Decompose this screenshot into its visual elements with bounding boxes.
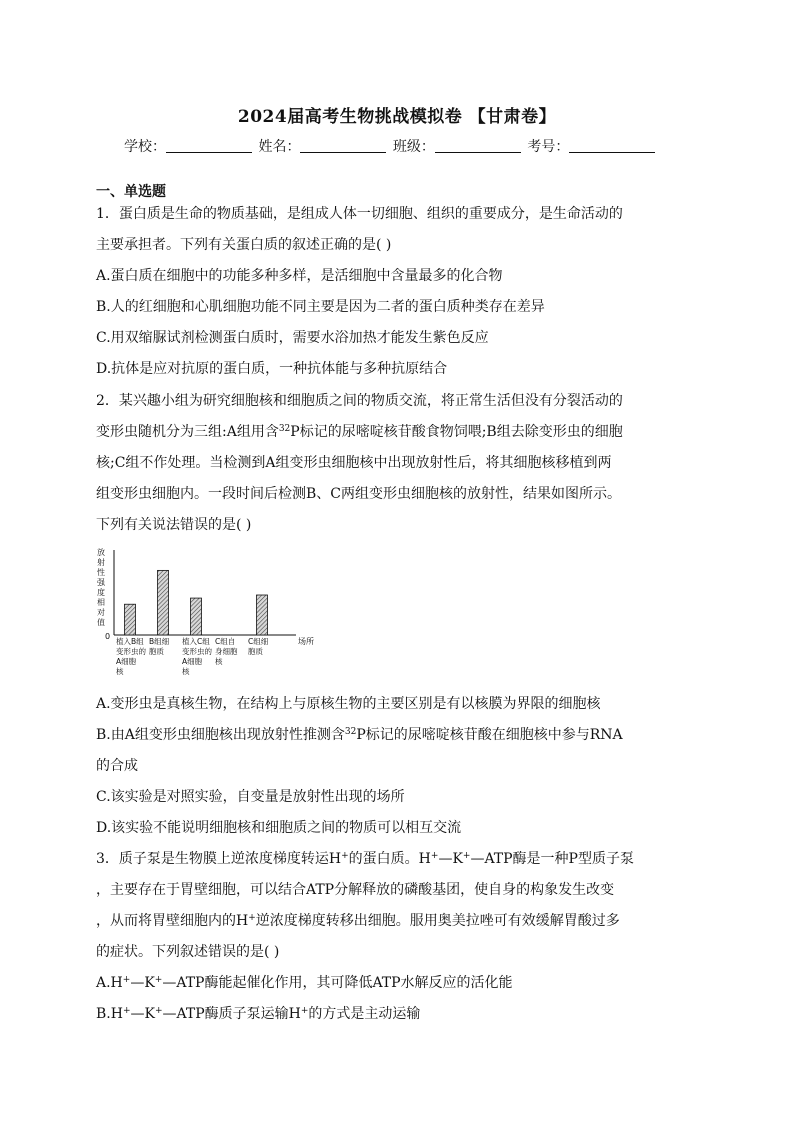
q2-stem-line-5: 下列有关说法错误的是( ) bbox=[96, 517, 252, 533]
q2-stem-line-3: 核;C组不作处理。当检测到A组变形虫细胞核中出现放射性后，将其细胞核移植到两 bbox=[96, 455, 612, 471]
page-title: 2024届高考生物挑战模拟卷 【甘肃卷】 bbox=[237, 107, 557, 127]
school-label: 学校： bbox=[124, 139, 166, 155]
q2-stem-line-1: 2．某兴趣小组为研究细胞核和细胞质之间的物质交流，将正常生活但没有分裂活动的 bbox=[96, 393, 623, 409]
exam-number-label: 考号： bbox=[527, 139, 570, 155]
q3-stem-line-4: 的症状。下列叙述错误的是( ) bbox=[96, 944, 280, 960]
q2-option-d: D.该实验不能说明细胞核和细胞质之间的物质可以相互交流 bbox=[96, 820, 462, 836]
q2-option-c: C.该实验是对照实验，自变量是放射性出现的场所 bbox=[96, 789, 405, 805]
q3-stem-line-2: ，主要存在于胃壁细胞，可以结合ATP分解释放的磷酸基团，使自身的构象发生改变 bbox=[96, 882, 615, 898]
q2-option-a: A.变形虫是真核生物，在结构上与原核生物的主要区别是有以核膜为界限的细胞核 bbox=[96, 696, 601, 712]
x-tick-label-5: C组细胞质 bbox=[248, 637, 269, 656]
q1-stem-line-1: 1．蛋白质是生命的物质基础，是组成人体一切细胞、组织的重要成分，是生命活动的 bbox=[96, 206, 623, 222]
q2-stem-line-4: 组变形虫细胞内。一段时间后检测B、C两组变形虫细胞核的放射性，结果如图所示。 bbox=[96, 486, 621, 502]
bar-1 bbox=[125, 604, 136, 635]
q1-option-c: C.用双缩脲试剂检测蛋白质时，需要水浴加热才能发生紫色反应 bbox=[96, 330, 489, 346]
exam-number-blank bbox=[569, 138, 655, 153]
y-axis-label-text: 放射性强度相对值 bbox=[97, 548, 105, 627]
name-blank bbox=[300, 138, 386, 153]
q3-stem-line-3: ，从而将胃壁细胞内的H+逆浓度梯度转移出细胞。服用奥美拉唑可有效缓解胃酸过多 bbox=[96, 913, 620, 929]
class-label: 班级： bbox=[392, 139, 435, 155]
student-info-row bbox=[124, 136, 657, 156]
q1-option-a: A.蛋白质在细胞中的功能多种多样，是活细胞中含量最多的化合物 bbox=[96, 268, 503, 284]
bar-2 bbox=[158, 570, 169, 635]
origin-label: 0 bbox=[105, 632, 111, 641]
q2-stem-line-2: 变形虫随机分为三组:A组用含$^{32}$P标记的尿嘧啶核苷酸食物饲喂;B组去除变形虫的细胞 bbox=[96, 424, 623, 440]
q1-option-b: B.人的红细胞和心肌细胞功能不同主要是因为二者的蛋白质种类存在差异 bbox=[96, 299, 545, 315]
name-label: 姓名： bbox=[258, 139, 301, 155]
q2-option-b-line-2: 的合成 bbox=[96, 758, 138, 774]
bars bbox=[125, 570, 268, 635]
class-blank bbox=[435, 138, 521, 153]
y-axis-label bbox=[97, 547, 106, 627]
q2-option-b-line-1: B.由A组变形虫细胞核出现放射性推测含$^{32}$P标记的尿嘧啶核苷酸在细胞核中参与RNA bbox=[96, 727, 623, 743]
q3-option-b: B.H+—K+—ATP酶质子泵运输H+的方式是主动运输 bbox=[96, 1006, 421, 1022]
bar-3 bbox=[191, 598, 202, 635]
q3-option-a: A.H+—K+—ATP酶能起催化作用，其可降低ATP水解反应的活化能 bbox=[96, 975, 513, 991]
section-title: 一、单选题 bbox=[96, 184, 166, 200]
q3-stem-line-1: 3．质子泵是生物膜上逆浓度梯度转运H+的蛋白质。H+—K+—ATP酶是一种P型质子泵 bbox=[96, 851, 634, 867]
school-blank bbox=[166, 138, 252, 153]
bar-5 bbox=[257, 595, 268, 635]
x-tick-labels bbox=[116, 636, 269, 676]
q1-option-d: D.抗体是应对抗原的蛋白质，一种抗体能与多种抗原结合 bbox=[96, 361, 448, 377]
x-tick-label-4: C组自身细胞核 bbox=[215, 637, 238, 666]
q1-stem-line-2: 主要承担者。下列有关蛋白质的叙述正确的是( ) bbox=[96, 237, 392, 253]
x-tick-label-3: 植入C组变形虫的 A细胞核 bbox=[182, 637, 212, 676]
radioactivity-bar-chart bbox=[94, 546, 334, 686]
x-tick-label-2: B组细胞质 bbox=[149, 637, 170, 656]
x-tick-label-1: 植入B组变形虫的 A细胞核 bbox=[116, 637, 146, 676]
x-axis-label: 场所 bbox=[298, 637, 314, 646]
